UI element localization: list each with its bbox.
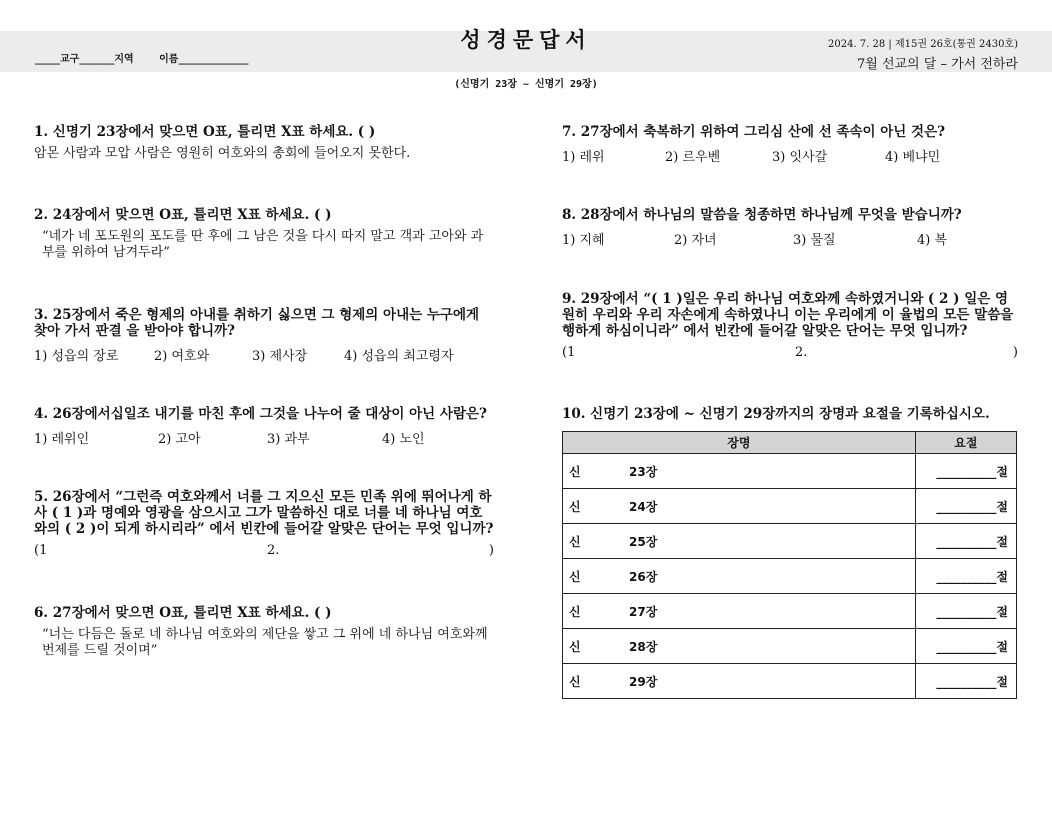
question-title: 10. 신명기 23장에 ~ 신명기 29장까지의 장명과 요절을 기록하십시오.: [562, 406, 990, 422]
verse-blank[interactable]: __________절: [915, 489, 1016, 524]
blank-1[interactable]: (1: [34, 543, 48, 558]
option-4[interactable]: 4) 복: [917, 233, 948, 248]
question-3: [34, 307, 494, 364]
question-1: [34, 124, 494, 162]
question-title: 5. 26장에서 “그런즉 여호와께서 너를 그 지으신 모든 민족 위에 뛰어나게 하사 ( 1 )과 명예와 영광을 삼으시고 그가 말씀하신 대로 너를 네 하나님 여호와의 ( 2 )이 되게 하시리라” 에서 빈칸에 들어갈 알맞은 단어는 무엇 입니까?: [34, 489, 494, 537]
question-statement: “네가 네 포도원의 포도를 딴 후에 그 남은 것을 다시 따지 말고 객과 고아와 과부를 위하여 남겨두라”: [42, 229, 484, 260]
chapter-cell: [563, 629, 916, 664]
verse-blank[interactable]: __________절: [915, 524, 1016, 559]
option-2[interactable]: 2) 르우벤: [665, 150, 721, 165]
chapter-number: 27장: [629, 604, 658, 619]
question-6: [34, 605, 494, 659]
chapter-number: 24장: [629, 499, 658, 514]
table-row: [563, 664, 1017, 699]
option-2[interactable]: 2) 자녀: [674, 233, 717, 248]
district-field[interactable]: _____교구_______지역: [35, 54, 134, 65]
question-2: [34, 207, 494, 261]
question-7: [562, 124, 1022, 165]
question-title: 3. 25장에서 죽은 형제의 아내를 취하기 싫으면 그 형제의 아내는 누구에게 찾아 가서 판결 을 받아야 합니까?: [34, 307, 480, 339]
question-title: 8. 28장에서 하나님의 말씀을 청종하면 하나님께 무엇을 받습니까?: [562, 207, 962, 223]
question-9: [562, 291, 1018, 360]
blank-close: ): [488, 543, 494, 558]
chapter-number: 23장: [629, 464, 658, 479]
question-statement: 암몬 사람과 모압 사람은 영원히 여호와의 총회에 들어오지 못한다.: [34, 146, 411, 161]
verse-blank[interactable]: __________절: [915, 454, 1016, 489]
option-2[interactable]: 2) 여호와: [154, 349, 210, 364]
chapter-cell: [563, 524, 916, 559]
chapter-cell: [563, 489, 916, 524]
answer-options: [34, 345, 494, 364]
question-statement: “너는 다듬은 돌로 네 하나님 여호와의 제단을 쌓고 그 위에 네 하나님 여호와께 번제를 드릴 것이며”: [42, 627, 488, 658]
question-4: [34, 406, 494, 447]
chapter-cell: [563, 664, 916, 699]
table-row: [563, 559, 1017, 594]
option-3[interactable]: 3) 물질: [793, 233, 836, 248]
option-3[interactable]: 3) 잇사갈: [772, 150, 828, 165]
book-name: 신: [569, 674, 581, 689]
page-title: 성경문답서: [460, 28, 592, 52]
answer-blanks: [562, 345, 1018, 360]
question-title: 7. 27장에서 축복하기 위하여 그리심 산에 선 족속이 아닌 것은?: [562, 124, 946, 140]
book-name: 신: [569, 464, 581, 479]
chapter-number: 29장: [629, 674, 658, 689]
table-row: [563, 629, 1017, 664]
chapter-cell: [563, 559, 916, 594]
book-name: 신: [569, 534, 581, 549]
option-3[interactable]: 3) 과부: [267, 432, 310, 447]
verse-blank[interactable]: __________절: [915, 664, 1016, 699]
option-1[interactable]: 1) 레위인: [34, 432, 90, 447]
question-10: [562, 406, 1022, 422]
option-4[interactable]: 4) 베냐민: [885, 150, 941, 165]
blank-2[interactable]: 2.: [795, 345, 808, 360]
column-header-verse: 요절: [915, 432, 1016, 454]
chapter-number: 26장: [629, 569, 658, 584]
table-row: [563, 524, 1017, 559]
book-name: 신: [569, 604, 581, 619]
book-name: 신: [569, 569, 581, 584]
table-row: [563, 489, 1017, 524]
column-header-chapter: 장명: [563, 432, 916, 454]
option-3[interactable]: 3) 제사장: [252, 349, 308, 364]
chapter-cell: [563, 454, 916, 489]
book-name: 신: [569, 639, 581, 654]
table-row: [563, 454, 1017, 489]
answer-options: [562, 146, 1022, 165]
option-1[interactable]: 1) 성읍의 장로: [34, 349, 119, 364]
answer-blanks: [34, 543, 494, 558]
question-8: [562, 207, 1022, 248]
option-4[interactable]: 4) 성읍의 최고령자: [344, 349, 454, 364]
scripture-range: (신명기 23장 ~ 신명기 29장): [454, 79, 598, 90]
blank-2[interactable]: 2.: [267, 543, 280, 558]
blank-close: ): [1012, 345, 1018, 360]
option-4[interactable]: 4) 노인: [382, 432, 425, 447]
chapter-cell: [563, 594, 916, 629]
verse-blank[interactable]: __________절: [915, 629, 1016, 664]
verse-blank[interactable]: __________절: [915, 594, 1016, 629]
question-title: 1. 신명기 23장에서 맞으면 O표, 틀리면 X표 하세요. ( ): [34, 124, 376, 140]
question-title: 2. 24장에서 맞으면 O표, 틀리면 X표 하세요. ( ): [34, 207, 332, 223]
table-row: [563, 594, 1017, 629]
blank-1[interactable]: (1: [562, 345, 576, 360]
option-1[interactable]: 1) 지혜: [562, 233, 605, 248]
table-header-row: [563, 432, 1017, 454]
verse-table: [562, 431, 1017, 699]
question-title: 4. 26장에서십일조 내기를 마친 후에 그것을 나누어 줄 대상이 아닌 사람은?: [34, 406, 487, 422]
book-name: 신: [569, 499, 581, 514]
chapter-number: 28장: [629, 639, 658, 654]
monthly-theme: 7월 선교의 달 – 가서 전하라: [856, 57, 1018, 72]
question-title: 6. 27장에서 맞으면 O표, 틀리면 X표 하세요. ( ): [34, 605, 332, 621]
issue-info: 2024. 7. 28 | 제15권 26호(통권 2430호): [828, 39, 1018, 50]
chapter-number: 25장: [629, 534, 658, 549]
answer-options: [34, 428, 494, 447]
question-title: 9. 29장에서 “( 1 )일은 우리 하나님 여호와께 속하였거니와 ( 2 ) 일은 영원히 우리와 우리 자손에게 속하였나니 이는 우리에게 이 율법의 모든 말씀을 행하게 하심이니라” 에서 빈칸에 들어갈 알맞은 단어는 무엇 입니까?: [562, 291, 1014, 339]
question-5: [34, 489, 494, 558]
name-field[interactable]: 이름______________: [159, 54, 249, 65]
verse-blank[interactable]: __________절: [915, 559, 1016, 594]
option-2[interactable]: 2) 고아: [158, 432, 201, 447]
member-info: [35, 50, 270, 65]
answer-options: [562, 229, 1022, 248]
option-1[interactable]: 1) 레위: [562, 150, 605, 165]
